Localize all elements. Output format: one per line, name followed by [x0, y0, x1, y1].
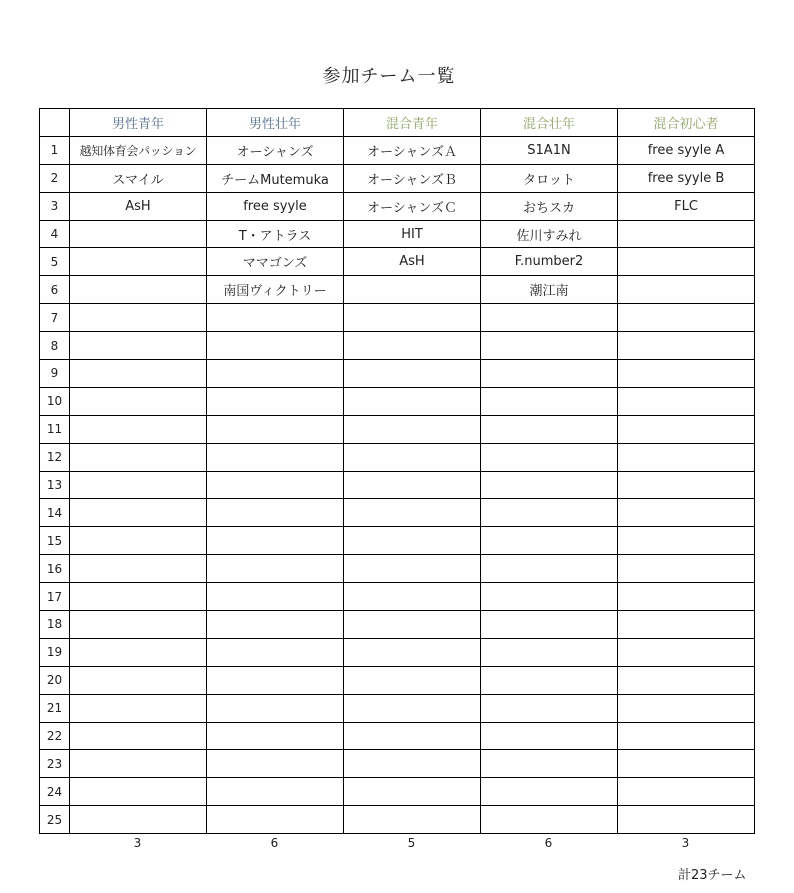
row-number: 12 [40, 443, 70, 471]
team-cell [344, 332, 481, 360]
team-cell [618, 806, 755, 834]
category-count: 6 [544, 836, 553, 850]
row-number: 20 [40, 666, 70, 694]
team-cell [70, 387, 207, 415]
team-cell [207, 750, 344, 778]
team-cell [344, 722, 481, 750]
team-cell [344, 387, 481, 415]
team-cell: free syyle [207, 192, 344, 220]
team-cell [70, 471, 207, 499]
team-cell [207, 304, 344, 332]
team-cell: スマイル [70, 164, 207, 192]
team-cell [481, 360, 618, 388]
team-cell [207, 527, 344, 555]
team-cell [344, 611, 481, 639]
team-cell [618, 527, 755, 555]
team-cell [618, 332, 755, 360]
team-cell [344, 415, 481, 443]
team-cell: AsH [70, 192, 207, 220]
team-cell [618, 276, 755, 304]
team-cell [481, 471, 618, 499]
team-cell: AsH [344, 248, 481, 276]
team-cell [344, 666, 481, 694]
table-row [40, 638, 755, 666]
team-cell [70, 611, 207, 639]
team-cell: チームMutemuka [207, 164, 344, 192]
team-cell [207, 415, 344, 443]
category-counts [69, 836, 754, 850]
team-cell [481, 806, 618, 834]
row-number: 9 [40, 360, 70, 388]
team-cell: ママゴンズ [207, 248, 344, 276]
team-cell [207, 806, 344, 834]
table-row [40, 136, 755, 164]
team-cell: 越知体育会パッション [70, 136, 207, 164]
table-row [40, 248, 755, 276]
table-row [40, 583, 755, 611]
team-cell [481, 304, 618, 332]
team-cell [207, 387, 344, 415]
team-cell [481, 583, 618, 611]
table-row [40, 806, 755, 834]
team-cell [207, 666, 344, 694]
team-cell: S1A1N [481, 136, 618, 164]
table-row [40, 332, 755, 360]
row-number: 21 [40, 694, 70, 722]
table-row [40, 555, 755, 583]
team-cell [481, 750, 618, 778]
team-cell [70, 499, 207, 527]
team-cell [481, 722, 618, 750]
table-row [40, 220, 755, 248]
category-count: 3 [133, 836, 142, 850]
row-number: 23 [40, 750, 70, 778]
team-cell [207, 583, 344, 611]
team-cell [70, 443, 207, 471]
team-cell [70, 527, 207, 555]
team-cell [70, 276, 207, 304]
table-row [40, 387, 755, 415]
row-number: 17 [40, 583, 70, 611]
row-number: 5 [40, 248, 70, 276]
row-number: 14 [40, 499, 70, 527]
team-cell [481, 527, 618, 555]
team-cell [481, 694, 618, 722]
team-cell [618, 555, 755, 583]
team-cell [344, 499, 481, 527]
team-roster-table [39, 108, 755, 834]
table-row [40, 360, 755, 388]
team-cell: オーシャンズＣ [344, 192, 481, 220]
header-number-cell [40, 109, 70, 137]
row-number: 10 [40, 387, 70, 415]
team-cell [70, 248, 207, 276]
team-cell [618, 666, 755, 694]
team-cell [207, 638, 344, 666]
table-row [40, 192, 755, 220]
team-cell: オーシャンズＢ [344, 164, 481, 192]
team-cell [344, 276, 481, 304]
team-cell [207, 332, 344, 360]
team-cell [70, 778, 207, 806]
row-number: 18 [40, 611, 70, 639]
team-cell [618, 471, 755, 499]
table-row [40, 471, 755, 499]
row-number: 8 [40, 332, 70, 360]
team-cell [207, 360, 344, 388]
team-cell [618, 611, 755, 639]
team-cell [481, 638, 618, 666]
team-cell [70, 220, 207, 248]
team-cell: 南国ヴィクトリー [207, 276, 344, 304]
total-teams: 計23チーム [678, 868, 747, 883]
team-cell [344, 360, 481, 388]
team-cell [481, 387, 618, 415]
team-cell [618, 778, 755, 806]
team-cell [70, 555, 207, 583]
team-cell [70, 638, 207, 666]
team-cell [481, 611, 618, 639]
category-header: 混合初心者 [618, 109, 755, 137]
team-cell: HIT [344, 220, 481, 248]
category-count: 6 [270, 836, 279, 850]
team-cell [481, 666, 618, 694]
table-row [40, 276, 755, 304]
page-title: 参加チーム一覧 [322, 66, 456, 87]
table-row [40, 304, 755, 332]
table-row [40, 750, 755, 778]
team-cell [618, 694, 755, 722]
team-cell [618, 304, 755, 332]
team-cell [207, 722, 344, 750]
team-cell [618, 248, 755, 276]
team-cell: F.number2 [481, 248, 618, 276]
team-cell [481, 415, 618, 443]
team-cell [70, 415, 207, 443]
table-row [40, 666, 755, 694]
team-cell [344, 443, 481, 471]
team-cell [618, 722, 755, 750]
table-row [40, 694, 755, 722]
row-number: 22 [40, 722, 70, 750]
row-number: 7 [40, 304, 70, 332]
team-cell [344, 638, 481, 666]
team-cell [481, 499, 618, 527]
team-cell [618, 583, 755, 611]
team-cell: オーシャンズＡ [344, 136, 481, 164]
team-cell [344, 527, 481, 555]
team-cell [618, 499, 755, 527]
team-cell [344, 694, 481, 722]
team-cell [70, 304, 207, 332]
team-cell [481, 332, 618, 360]
team-cell [344, 778, 481, 806]
row-number: 3 [40, 192, 70, 220]
table-row [40, 778, 755, 806]
team-cell [481, 778, 618, 806]
row-number: 1 [40, 136, 70, 164]
team-cell [618, 415, 755, 443]
team-cell: 潮江南 [481, 276, 618, 304]
table-row [40, 164, 755, 192]
category-count: 3 [681, 836, 690, 850]
team-cell [344, 471, 481, 499]
team-cell: free syyle B [618, 164, 755, 192]
row-number: 2 [40, 164, 70, 192]
team-cell [70, 722, 207, 750]
table-row [40, 443, 755, 471]
team-cell: オーシャンズ [207, 136, 344, 164]
row-number: 25 [40, 806, 70, 834]
table-row [40, 722, 755, 750]
team-cell [481, 443, 618, 471]
category-header: 男性青年 [70, 109, 207, 137]
category-header: 混合青年 [344, 109, 481, 137]
team-cell [344, 304, 481, 332]
team-cell [618, 387, 755, 415]
team-cell [618, 750, 755, 778]
table-header-row [40, 109, 755, 137]
team-cell [344, 555, 481, 583]
team-cell [481, 555, 618, 583]
team-cell [618, 360, 755, 388]
team-cell [70, 666, 207, 694]
team-cell [207, 778, 344, 806]
category-count: 5 [407, 836, 416, 850]
team-cell [70, 750, 207, 778]
team-cell [207, 471, 344, 499]
team-cell [207, 555, 344, 583]
row-number: 15 [40, 527, 70, 555]
table-row [40, 415, 755, 443]
row-number: 19 [40, 638, 70, 666]
team-cell: FLC [618, 192, 755, 220]
team-cell: free syyle A [618, 136, 755, 164]
team-cell [70, 360, 207, 388]
team-cell [70, 806, 207, 834]
row-number: 13 [40, 471, 70, 499]
team-cell [618, 220, 755, 248]
team-cell [70, 332, 207, 360]
row-number: 16 [40, 555, 70, 583]
team-cell: タロット [481, 164, 618, 192]
team-cell [70, 694, 207, 722]
row-number: 4 [40, 220, 70, 248]
table-row [40, 499, 755, 527]
team-cell: 佐川すみれ [481, 220, 618, 248]
team-cell [207, 694, 344, 722]
team-cell [618, 443, 755, 471]
category-header: 混合壮年 [481, 109, 618, 137]
table-row [40, 611, 755, 639]
team-cell: おちスカ [481, 192, 618, 220]
team-cell [344, 583, 481, 611]
row-number: 24 [40, 778, 70, 806]
row-number: 6 [40, 276, 70, 304]
team-cell [344, 806, 481, 834]
team-cell [207, 611, 344, 639]
team-cell: T・アトラス [207, 220, 344, 248]
team-cell [344, 750, 481, 778]
table-row [40, 527, 755, 555]
category-header: 男性壮年 [207, 109, 344, 137]
team-cell [70, 583, 207, 611]
row-number: 11 [40, 415, 70, 443]
team-cell [618, 638, 755, 666]
team-cell [207, 499, 344, 527]
team-cell [207, 443, 344, 471]
